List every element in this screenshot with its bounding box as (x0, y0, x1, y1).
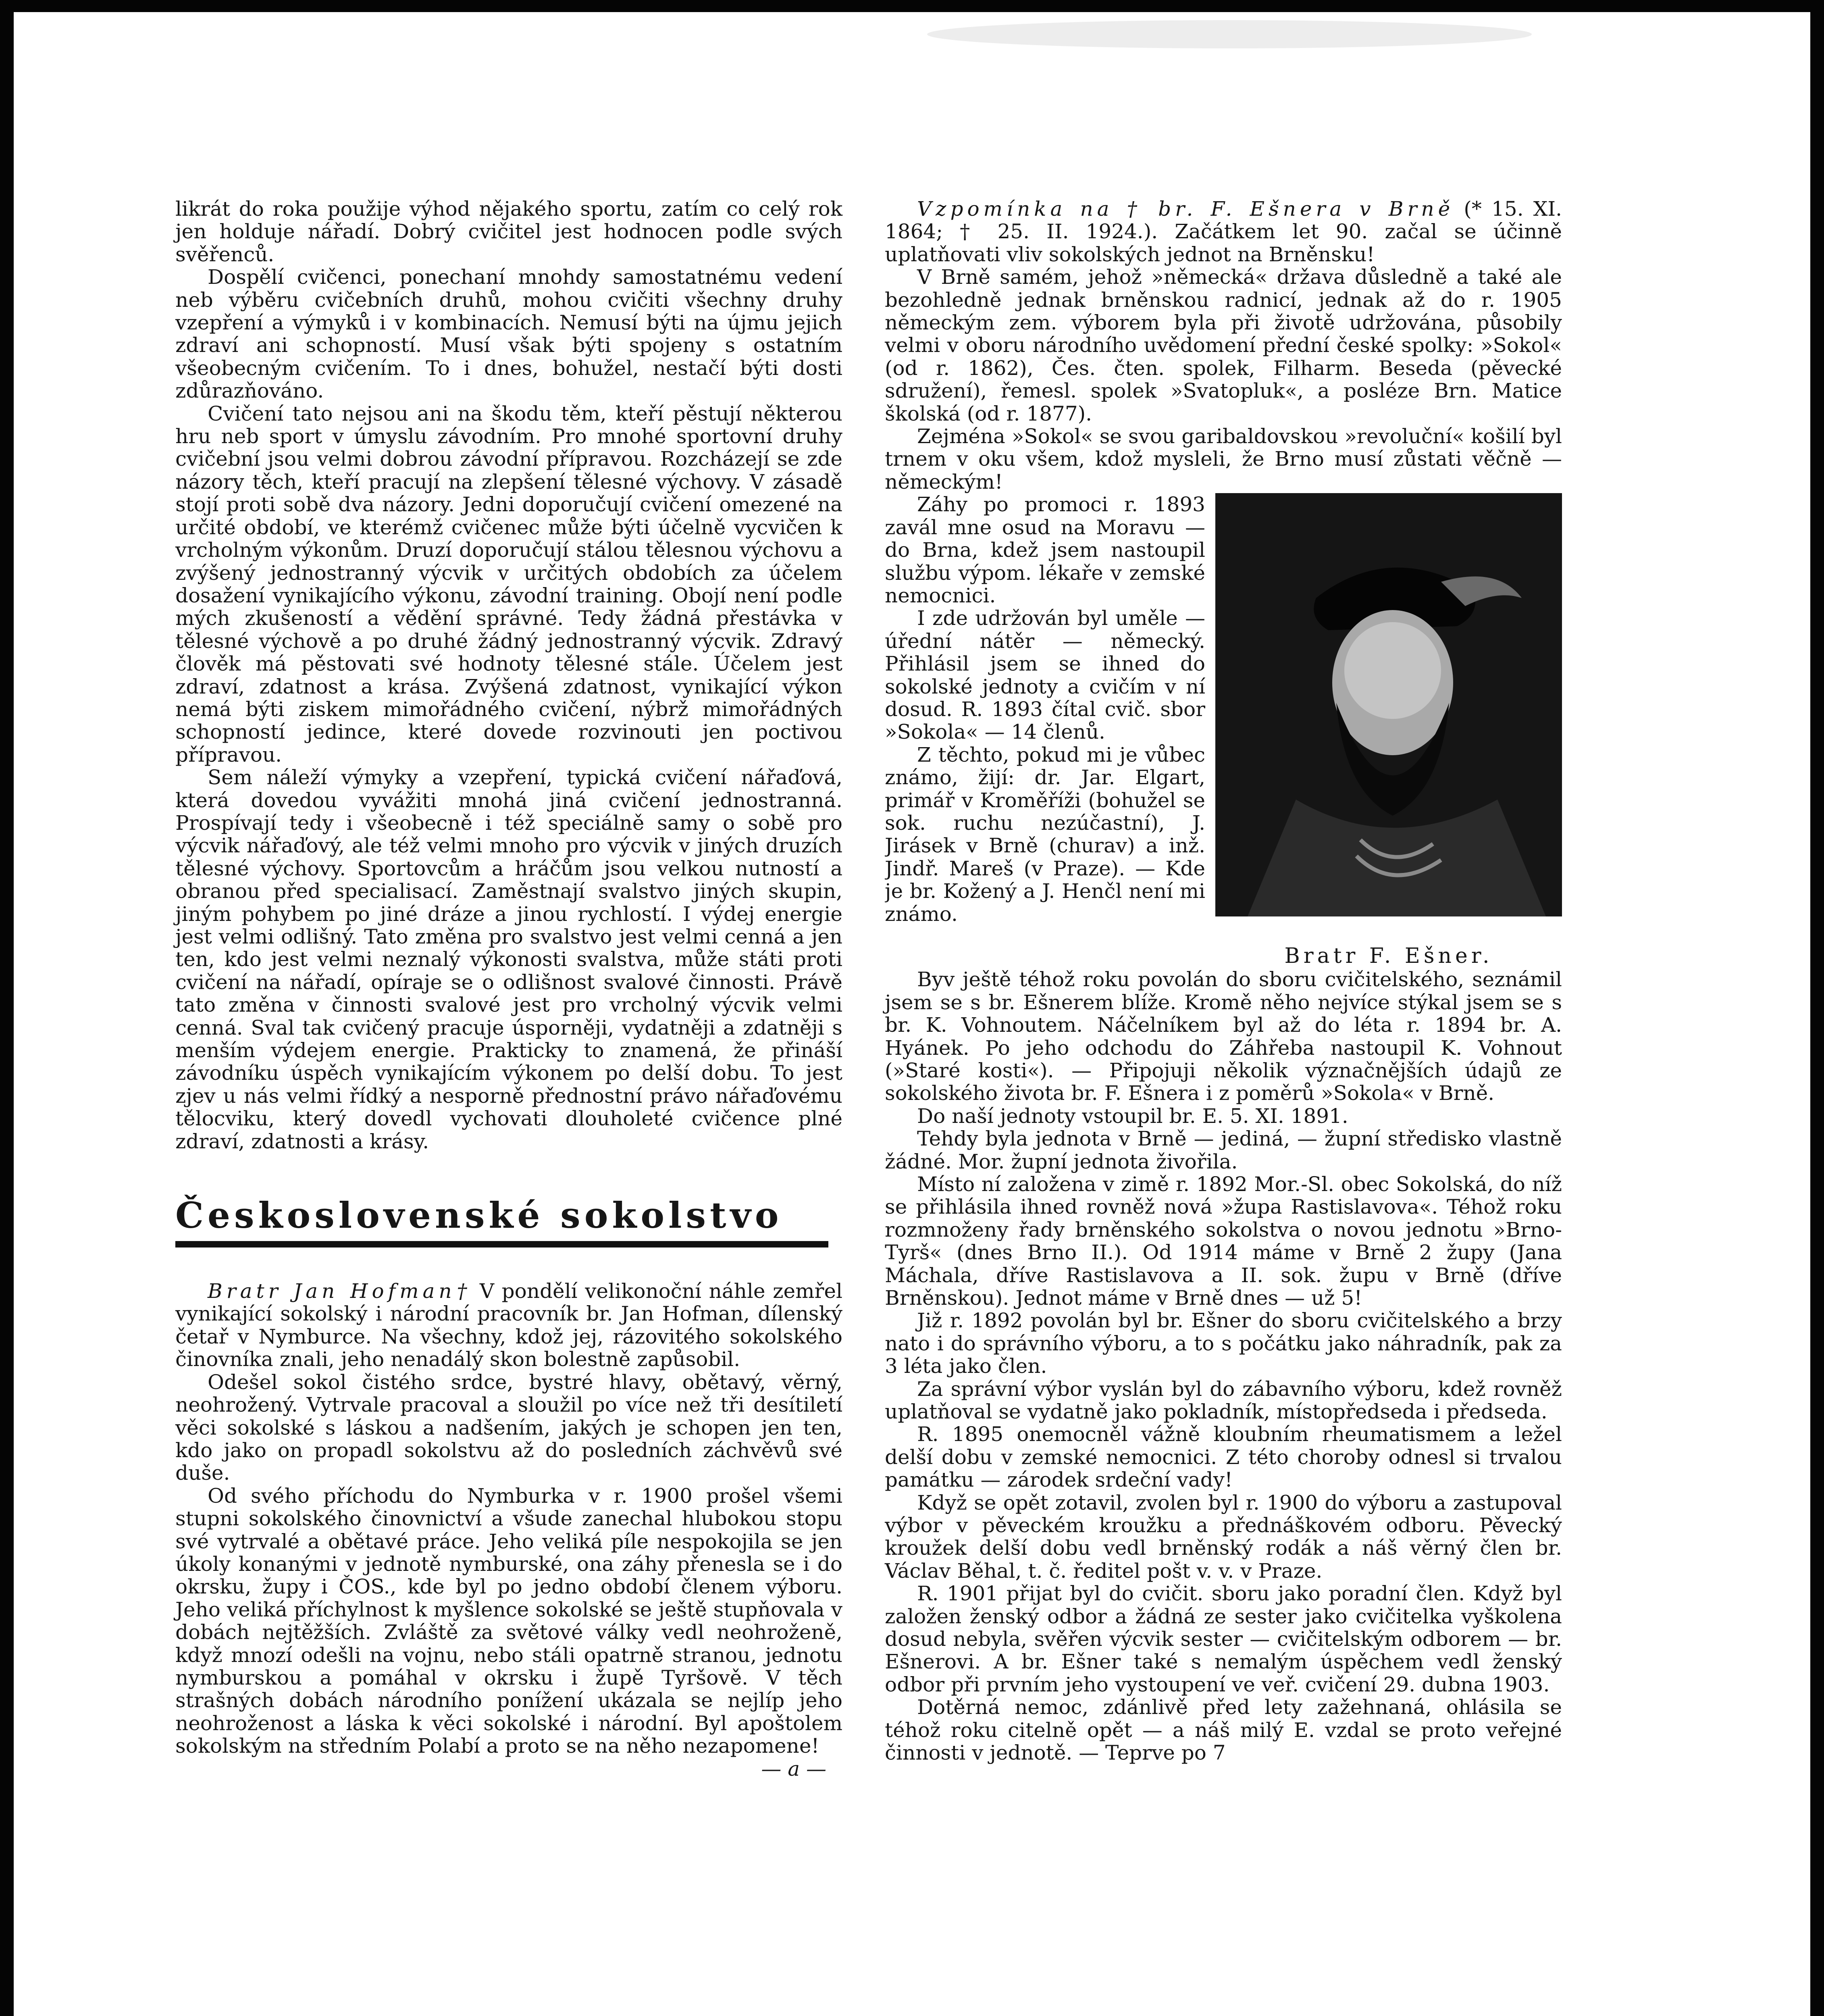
wrap-paragraph-1: Záhy po promoci r. 1893 zavál mne osud na Moravu — do Brna, kdež jsem nastoupil službu výpom. lékaře v zemské nemocnici. (885, 493, 1205, 607)
right-bottom-paragraph-5: Již r. 1892 povolán byl br. Ešner do sboru cvičitelského a brzy nato i do správního výboru, a to s počátku jako náhradník, pak za 3 léta jako člen. (885, 1309, 1562, 1378)
hofman-signature: — a — (761, 1757, 826, 1781)
hofman-paragraph-1: Odešel sokol čistého srdce, bystré hlavy, obětavý, věrný, neohrožený. Vytrvale pracoval a sloužil po více než tři desítiletí věci sokolské s láskou a nadšením, jakých je schopen jen ten, kdo jako on propadl sokolstvu až do posledních záchvěvů své duše. (175, 1370, 842, 1485)
hofman-intro-paragraph (175, 1280, 842, 1371)
right-bottom-paragraph-6: Za správní výbor vyslán byl do zábavního výboru, kdež rovněž uplatňoval se vydatně jako pokladník, místopředseda i předseda. (885, 1377, 1562, 1423)
left-column (175, 198, 842, 1780)
photo-wrap-block (885, 493, 1562, 968)
section-title: Československé sokolstvo (175, 1194, 783, 1237)
photo-figure (1215, 493, 1562, 968)
right-bottom-paragraph-9: R. 1901 přijat byl do cvičit. sboru jako poradní člen. Když byl založen ženský odbor a žádná ze sester jako cvičitelka vyškolena dosud nebyla, svěřen výcvik sester — cvičitelským odborem — br. Ešnerovi. A br. Ešner také s nemalým úspěchem vedl ženský odbor při prvním jeho vystoupení ve veř. cvičení 29. dubna 1903. (885, 1582, 1562, 1696)
right-bottom-paragraph-1: Byv ještě téhož roku povolán do sboru cvičitelského, seznámil jsem se s br. Ešnerem blíže. Kromě něho nejvíce stýkal jsem se s br. K. Vohnoutem. Náčelníkem byl až do léta r. 1894 br. A. Hyánek. Po jeho odchodu do Záhřeba nastoupil K. Vohnout (»Staré kosti«). — Připojuji několik význačnějších údajů ze sokolského života br. F. Ešnera i z poměrů »Sokola« v Brně. (885, 968, 1562, 1105)
esner-intro-text: (* 15. XI. 1864; † 25. II. 1924.). Začátkem let 90. začal se účinně uplatňovati vliv sokolských jednot na Brněnsku! (885, 197, 1562, 266)
left-paragraph-3: Cvičení tato nejsou ani na škodu těm, kteří pěstují některou hru neb sport v úmyslu závodním. Pro mnohé sportovní druhy cvičební jsou velmi dobrou závodní přípravou. Rozcházejí se zde názory těch, kteří pracují na zlepšení tělesné výchovy. V zásadě stojí proti sobě dva názory. Jedni doporučují cvičení omezené na určité období, ve kterémž cvičenec může býti účelně vycvičen k vrcholným výkonům. Druzí doporučují stálou tělesnou výchovu a zvýšený jednostranný výcvik v určitých obdobích za účelem dosažení vynikajícího výkonu, závodní training. Obojí není podle mých zkušeností a vědění správné. Tedy žádná přestávka v tělesné výchově a po druhé žádný jednostranný výcvik. Zdravý člověk má pěstovati své hodnoty tělesné stále. Účelem jest zdraví, zdatnost a krása. Zvýšená zdatnost, vynikající výkon nemá býti ziskem mimořádného cvičení, nýbrž mimořádných schopností jedince, které dovede rozvinouti jen poctivou přípravou. (175, 402, 842, 766)
esner-intro-paragraph (885, 198, 1562, 266)
wrap-paragraph-2: I zde udržován byl uměle — úřední nátěr — německý. Přihlásil jsem se ihned do sokolské jednoty a cvičím v ní dosud. R. 1893 čítal cvič. sbor »Sokola« — 14 členů. (885, 606, 1205, 744)
right-paragraph-2: Zejména »Sokol« se svou garibaldovskou »revoluční« košilí byl trnem v oku všem, kdož mysleli, že Brno musí zůstati věčně — německým! (885, 425, 1562, 494)
right-paragraph-1: V Brně samém, jehož »německá« država důsledně a také ale bezohledně jednak brněnskou radnicí, jednak až do r. 1905 německým zem. výborem byla při životě udržována, působily velmi v oboru národního uvědomení přední české spolky: »Sokol« (od r. 1862), Čes. čten. spolek, Filharm. Beseda (pěvecké sdružení), řemesl. spolek »Svatopluk«, a posléze Brn. Matice školská (od r. 1877). (885, 265, 1562, 425)
right-bottom-paragraph-3: Tehdy byla jednota v Brně — jediná, — župní středisko vlastně žádné. Mor. župní jednota živořila. (885, 1127, 1562, 1173)
left-paragraph-1: likrát do roka použije výhod nějakého sportu, zatím co celý rok jen holduje nářadí. Dobrý cvičitel jest hodnocen podle svých svěřenců. (175, 197, 842, 266)
right-bottom-paragraph-8: Když se opět zotavil, zvolen byl r. 1900 do výboru a zastupoval výbor v pěveckém kroužku a přednáškovém odboru. Pěvecký kroužek delší dobu vedl brněnský rodák a náš věrný člen br. Václav Běhal, t. č. ředitel pošt v. v. v Praze. (885, 1491, 1562, 1583)
photo-caption: Bratr F. Ešner. (1284, 944, 1493, 968)
left-paragraph-4: Sem náleží výmyky a vzepření, typická cvičení nářaďová, která dovedou vyvážiti mnohá jiná cvičení jednostranná. Prospívají tedy i všeobecně i též speciálně samy o sobě pro výcvik nářaďový, ale též velmi mnoho pro výcvik v jiných druzích tělesné výchovy. Sportovcům a hráčům jsou velkou nutností a obranou před specialisací. Zaměstnají svalstvo jiných skupin, jiným pohybem po jiné dráze a jinou rychlostí. I výdej energie jest velmi odlišný. Tato změna pro svalstvo jest velmi cenná a jen ten, kdo jest velmi neznalý výkonosti svalstva, může státi proti cvičení na nářadí, opíraje se o odlišnost svalové činnosti. Právě tato změna v činnosti svalové jest pro vrcholný výcvik velmi cenná. Sval tak cvičený pracuje úsporněji, vydatněji a zdatněji s menším výdejem energie. Prakticky to znamená, že přináší závodníku úspěch vynikajícím výkonem po delší dobu. To jest zjev u nás velmi řídký a nesporně přednostní právo nářaďovému tělocviku, který dovedl vychovati dlouholeté cvičence plné zdraví, zdatnosti a krásy. (175, 766, 842, 1153)
right-bottom-paragraph-7: R. 1895 onemocněl vážně kloubním rheumatismem a ležel delší dobu v zemské nemocnici. Z této choroby odnesl si trvalou památku — zárodek srdeční vady! (885, 1422, 1562, 1492)
section-title-rule (175, 1241, 828, 1248)
scan-edge-top (0, 0, 1824, 12)
scan-smudge (927, 20, 1532, 48)
right-bottom-paragraph-10: Dotěrná nemoc, zdánlivě před lety zažehnaná, ohlásila se téhož roku citelně opět — a náš milý E. vzdal se proto veřejné činnosti v jednotě. — Teprve po 7 (885, 1695, 1562, 1765)
right-bottom-paragraph-4: Místo ní založena v zimě r. 1892 Mor.-Sl. obec Sokolská, do níž se přihlásila ihned rovněž nová »župa Rastislavova«. Téhož roku rozmnoženy řady brněnského sokolstva o novou jednotu »Brno-Tyrš« (dnes Brno II.). Od 1914 máme v Brně 2 župy (Jana Máchala, dříve Rastislavova a II. sok. župu v Brně (dříve Brněnskou). Jednot máme v Brně dnes — už 5! (885, 1172, 1562, 1310)
scan-edge-left (0, 0, 14, 2016)
portrait-illustration (1215, 493, 1562, 916)
esner-heading: Vzpomínka na † br. F. Ešnera v Brně (917, 197, 1454, 221)
hofman-paragraph-2-text: Od svého příchodu do Nymburka v r. 1900 prošel všemi stupni sokolského činovnictví a všude zanechal hlubokou stopu své vytrvalé a obětavé práce. Jeho veliká píle nespokojila se jen úkoly konanými v jednotě nymburské, ona záhy přenesla se i do okrsku, župy i ČOS., kde byl po jedno období členem výboru. Jeho veliká příchylnost k myšlence sokolské se ještě stupňovala v dobách nejtěžších. Zvláště za světové války vedl neohroženě, když mnozí odešli na vojnu, nebo stáli opatrně stranou, jednotu nymburskou a pomáhal v okrsku i župě Tyršově. V těch strašných dobách národního ponížení ukázala se nejlíp jeho neohroženost a láska k věci sokolské i národní. Byl apoštolem sokolským na středním Polabí a proto se na něho nezapomene! (175, 1484, 842, 1758)
right-bottom-paragraph-2: Do naší jednoty vstoupil br. E. 5. XI. 1891. (917, 1104, 1348, 1128)
left-paragraph-2: Dospělí cvičenci, ponechaní mnohdy samostatnému vedení neb výběru cvičebních druhů, mohou cvičiti všechny druhy vzepření a výmyků i v kombinacích. Nemusí býti na újmu jejich zdraví ani schopností. Musí však býti spojeny s ostatním všeobecným cvičením. To i dnes, bohužel, nestačí býti dosti zdůrazňováno. (175, 265, 842, 403)
wrap-paragraph-3: Z těchto, pokud mi je vůbec známo, žijí: dr. Jar. Elgart, primář v Kroměříži (bohužel se sok. ruchu nezúčastní), J. Jirásek v Brně (churav) a inž. Jindř. Mareš (v Praze). — Kde je br. Kožený a J. Henčl není mi známo. (885, 743, 1205, 926)
hofman-intro-text: V pondělí velikonoční náhle zemřel vynikající sokolský i národní pracovník br. Jan Hofman, dílenský četař v Nymburce. Na všechny, kdož jej, rázovitého sokolského činovníka znali, jeho nenadálý skon bolestně zapůsobil. (175, 1279, 842, 1371)
portrait-photo (1215, 493, 1562, 916)
hofman-heading: Bratr Jan Hofman† (208, 1279, 472, 1303)
right-column (885, 198, 1562, 1764)
scan-edge-right (1810, 0, 1824, 2016)
hofman-paragraph-2 (175, 1484, 842, 1781)
